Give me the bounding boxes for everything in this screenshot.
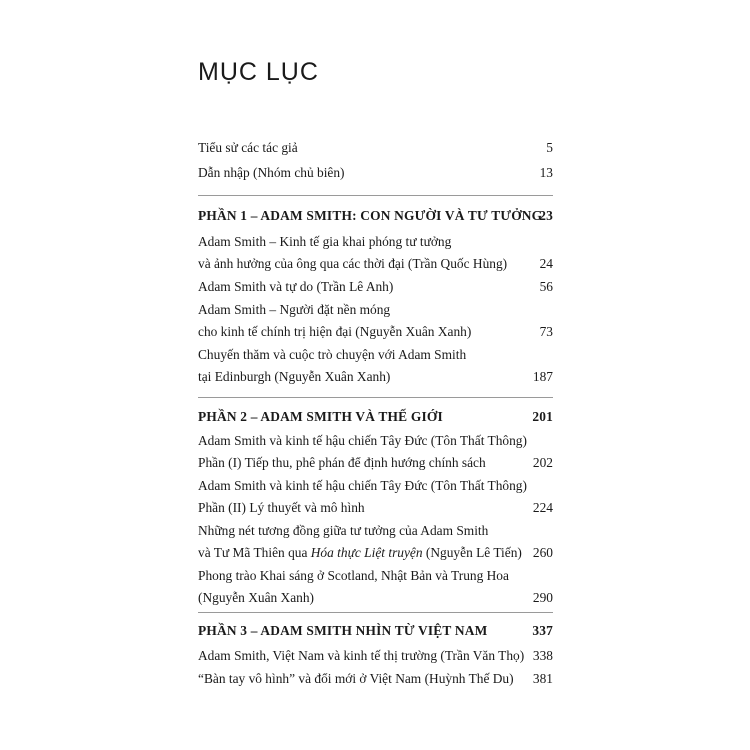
entry-title (198, 668, 514, 690)
entry-line: PHẦN 2 – ADAM SMITH VÀ THẾ GIỚI (198, 409, 443, 424)
section-divider (198, 397, 553, 398)
toc-entry (198, 668, 553, 690)
entry-line: Những nét tương đồng giữa tư tưởng của Adam Smith (198, 523, 489, 538)
italic-work-title: Hóa thực Liệt truyện (310, 545, 423, 560)
entry-line: Adam Smith, Việt Nam và kinh tế thị trường (Trần Văn Thọ) (198, 648, 525, 663)
section-divider (198, 612, 553, 613)
part-title (198, 406, 443, 428)
toc-entry (198, 231, 553, 275)
toc-entry (198, 344, 553, 388)
entry-title (198, 475, 527, 519)
entry-line: Tiểu sử các tác giả (198, 140, 298, 155)
entry-line: Adam Smith – Người đặt nền móng (198, 302, 391, 317)
entry-title (198, 299, 471, 343)
page-title: MỤC LỤC (198, 58, 319, 86)
part-title (198, 205, 543, 227)
page-number: 202 (532, 455, 553, 470)
entry-line: “Bàn tay vô hình” và đổi mới ở Việt Nam (Huỳnh Thế Du) (198, 671, 514, 686)
toc-entry (198, 565, 553, 609)
entry-line: Adam Smith và kinh tế hậu chiến Tây Đức (Tôn Thất Thông) (198, 478, 527, 493)
entry-line: (Nguyễn Xuân Xanh) (198, 590, 315, 605)
entry-title (198, 231, 507, 275)
entry-line: Phần (I) Tiếp thu, phê phán để định hướng chính sách (198, 455, 486, 470)
page-number: 73 (539, 324, 553, 339)
entry-title (198, 565, 509, 609)
toc-entry (198, 299, 553, 343)
entry-line: Adam Smith và tự do (Trần Lê Anh) (198, 279, 394, 294)
part-heading (198, 205, 553, 227)
page-number: 260 (532, 545, 553, 560)
entry-title (198, 162, 345, 184)
page-number: 13 (539, 165, 553, 180)
entry-line: cho kinh tế chính trị hiện đại (Nguyễn Xuân Xanh) (198, 324, 472, 339)
page-number: 56 (539, 279, 553, 294)
entry-line: Dẫn nhập (Nhóm chủ biên) (198, 165, 345, 180)
entry-line: PHẦN 1 – ADAM SMITH: CON NGƯỜI VÀ TƯ TƯỞNG (198, 208, 543, 223)
page-number: 337 (532, 623, 553, 638)
entry-line: Phong trào Khai sáng ở Scotland, Nhật Bản và Trung Hoa (198, 568, 509, 583)
entry-line: tại Edinburgh (Nguyễn Xuân Xanh) (198, 369, 391, 384)
toc-entry (198, 520, 553, 564)
toc-entry (198, 162, 553, 184)
entry-title (198, 276, 393, 298)
toc-entry (198, 475, 553, 519)
part-heading (198, 620, 553, 642)
entry-line: PHẦN 3 – ADAM SMITH NHÌN TỪ VIỆT NAM (198, 623, 488, 638)
entry-line: Adam Smith – Kinh tế gia khai phóng tư tưởng (198, 234, 452, 249)
page-number: 23 (539, 208, 553, 223)
toc-entry (198, 430, 553, 474)
entry-line: Phần (II) Lý thuyết và mô hình (198, 500, 365, 515)
entry-title (198, 344, 466, 388)
page-number: 381 (532, 671, 553, 686)
page-number: 5 (546, 140, 553, 155)
part-heading (198, 406, 553, 428)
entry-title (198, 645, 525, 667)
page-number: 24 (539, 256, 553, 271)
entry-line: Adam Smith và kinh tế hậu chiến Tây Đức (Tôn Thất Thông) (198, 433, 527, 448)
part-title (198, 620, 487, 642)
entry-line: và Tư Mã Thiên qua Hóa thực Liệt truyện (Nguyễn Lê Tiến) (198, 545, 522, 560)
toc-entry (198, 137, 553, 159)
toc-entry (198, 276, 553, 298)
entry-title (198, 137, 298, 159)
entry-line: Chuyến thăm và cuộc trò chuyện với Adam Smith (198, 347, 467, 362)
page-number: 201 (532, 409, 553, 424)
page-number: 224 (532, 500, 553, 515)
entry-title (198, 430, 527, 474)
page-number: 290 (532, 590, 553, 605)
page-number: 187 (532, 369, 553, 384)
toc-entry (198, 645, 553, 667)
entry-title (198, 520, 522, 564)
page-number: 338 (532, 648, 553, 663)
entry-line: và ảnh hưởng của ông qua các thời đại (Trần Quốc Hùng) (198, 256, 508, 271)
section-divider (198, 195, 553, 196)
